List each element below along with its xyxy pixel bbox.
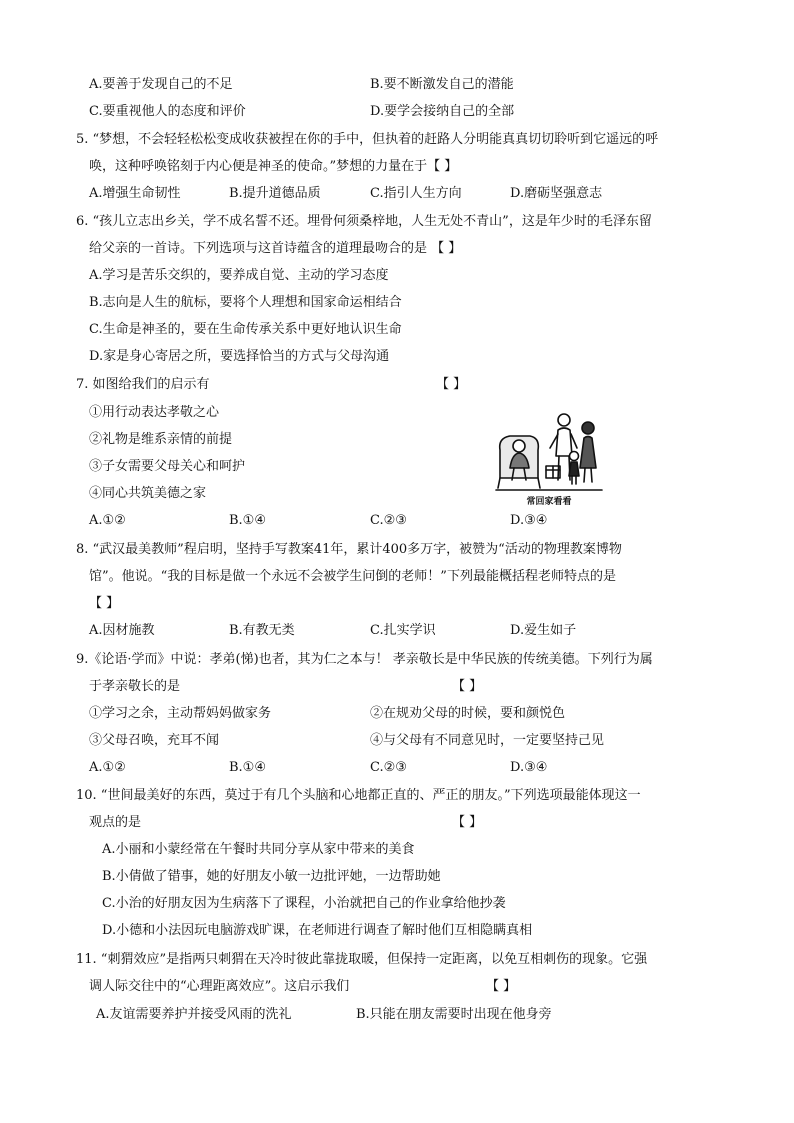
q9-statement-3: ③父母召唤，充耳不闻 <box>89 733 220 748</box>
q8-stem-line1: 8. “武汉最美教师”程启明，坚持手写教案41年，累计400多万字，被赞为“活动的物理教案博物 <box>76 542 622 557</box>
q10-stem-line2: 观点的是 <box>89 815 142 830</box>
q9-answer-bracket: 【 】 <box>452 679 483 694</box>
q8-option-c: C.扎实学识 <box>370 623 436 638</box>
q6-option-c: C.生命是神圣的，要在生命传承关系中更好地认识生命 <box>89 322 402 337</box>
q7-option-d: D.③④ <box>510 513 548 528</box>
q11-stem-line2: 调人际交往中的“心理距离效应”。这启示我们 <box>89 979 350 994</box>
q7-answer-bracket: 【 】 <box>436 377 467 392</box>
q7-statement-1: ①用行动表达孝敬之心 <box>89 405 220 420</box>
q9-stem-line1: 9.《论语·学而》中说：孝弟(悌)也者，其为仁之本与！ 孝亲敬长是中华民族的传统美德。下列行为属 <box>76 652 653 667</box>
q8-stem-line2: 馆”。他说。“我的目标是做一个永远不会被学生问倒的老师！”下列最能概括程老师特点的是 <box>89 569 616 584</box>
q10-option-c: C.小治的好朋友因为生病落下了课程，小治就把自己的作业拿给他抄袭 <box>102 896 506 911</box>
q9-statement-2: ②在规劝父母的时候，要和颜悦色 <box>370 706 566 721</box>
q9-option-c: C.②③ <box>370 760 407 775</box>
q8-option-a: A.因材施教 <box>89 623 155 638</box>
q11-answer-bracket: 【 】 <box>486 979 517 994</box>
q6-option-a: A.学习是苦乐交织的，要养成自觉、主动的学习态度 <box>89 268 389 283</box>
q5-option-b: B.提升道德品质 <box>229 186 321 201</box>
q7-option-b: B.①④ <box>229 513 266 528</box>
q7-option-a: A.①② <box>89 513 126 528</box>
q10-option-a: A.小丽和小蒙经常在午餐时共同分享从家中带来的美食 <box>102 842 415 857</box>
q4-option-a: A.要善于发现自己的不足 <box>89 77 233 92</box>
q7-option-c: C.②③ <box>370 513 407 528</box>
q9-option-d: D.③④ <box>510 760 548 775</box>
q11-option-a: A.友谊需要养护并接受风雨的洗礼 <box>96 1007 292 1022</box>
q10-answer-bracket: 【 】 <box>452 815 483 830</box>
q7-statement-2: ②礼物是维系亲情的前提 <box>89 432 233 447</box>
q4-option-b: B.要不断激发自己的潜能 <box>370 77 514 92</box>
q5-stem-line2: 唤，这种呼唤铭刻于内心便是神圣的使命。”梦想的力量在于【 】 <box>89 159 458 174</box>
family-visit-illustration <box>494 408 604 508</box>
illustration-caption: 常回家看看 <box>526 497 572 507</box>
q9-option-b: B.①④ <box>229 760 266 775</box>
q4-option-c: C.要重视他人的态度和评价 <box>89 104 246 119</box>
q6-stem-line2: 给父亲的一首诗。下列选项与这首诗蕴含的道理最吻合的是 【 】 <box>89 241 462 256</box>
q5-stem-line1: 5. “梦想，不会轻轻松松变成收获被捏在你的手中，但执着的赶路人分明能真真切切聆听到它遥远的呼 <box>76 132 659 147</box>
q9-statement-4: ④与父母有不同意见时，一定要坚持己见 <box>370 733 605 748</box>
q9-stem-line2: 于孝亲敬长的是 <box>89 679 181 694</box>
q6-option-b: B.志向是人生的航标，要将个人理想和国家命运相结合 <box>89 295 402 310</box>
q11-stem-line1: 11. “刺猬效应”是指两只刺猬在天冷时彼此靠拢取暖，但保持一定距离，以免互相刺伤的现象。它强 <box>76 952 648 967</box>
q10-option-b: B.小倩做了错事，她的好朋友小敏一边批评她，一边帮助她 <box>102 869 441 884</box>
q5-option-c: C.指引人生方向 <box>370 186 462 201</box>
q10-stem-line1: 10. “世间最美好的东西，莫过于有几个头脑和心地都正直的、严正的朋友。”下列选项最能体现这一 <box>76 788 641 803</box>
q8-option-b: B.有教无类 <box>229 623 295 638</box>
q7-statement-3: ③子女需要父母关心和呵护 <box>89 459 246 474</box>
q11-option-b: B.只能在朋友需要时出现在他身旁 <box>356 1007 552 1022</box>
q9-statement-1: ①学习之余，主动帮妈妈做家务 <box>89 706 272 721</box>
q4-option-d: D.要学会接纳自己的全部 <box>370 104 515 119</box>
q8-answer-bracket: 【 】 <box>89 596 120 611</box>
q5-option-d: D.磨砺坚强意志 <box>510 186 603 201</box>
q8-option-d: D.爱生如子 <box>510 623 577 638</box>
family-illustration-svg <box>494 408 604 508</box>
q10-option-d: D.小德和小法因玩电脑游戏旷课，在老师进行调查了解时他们互相隐瞒真相 <box>102 923 533 938</box>
q9-option-a: A.①② <box>89 760 126 775</box>
q7-statement-4: ④同心共筑美德之家 <box>89 486 207 501</box>
q6-stem-line1: 6. “孩儿立志出乡关，学不成名誓不还。埋骨何须桑梓地，人生无处不青山”，这是年少时的毛泽东留 <box>76 214 652 229</box>
q6-option-d: D.家是身心寄居之所，要选择恰当的方式与父母沟通 <box>89 349 390 364</box>
q5-option-a: A.增强生命韧性 <box>89 186 181 201</box>
q7-stem: 7. 如图给我们的启示有 <box>76 377 210 392</box>
